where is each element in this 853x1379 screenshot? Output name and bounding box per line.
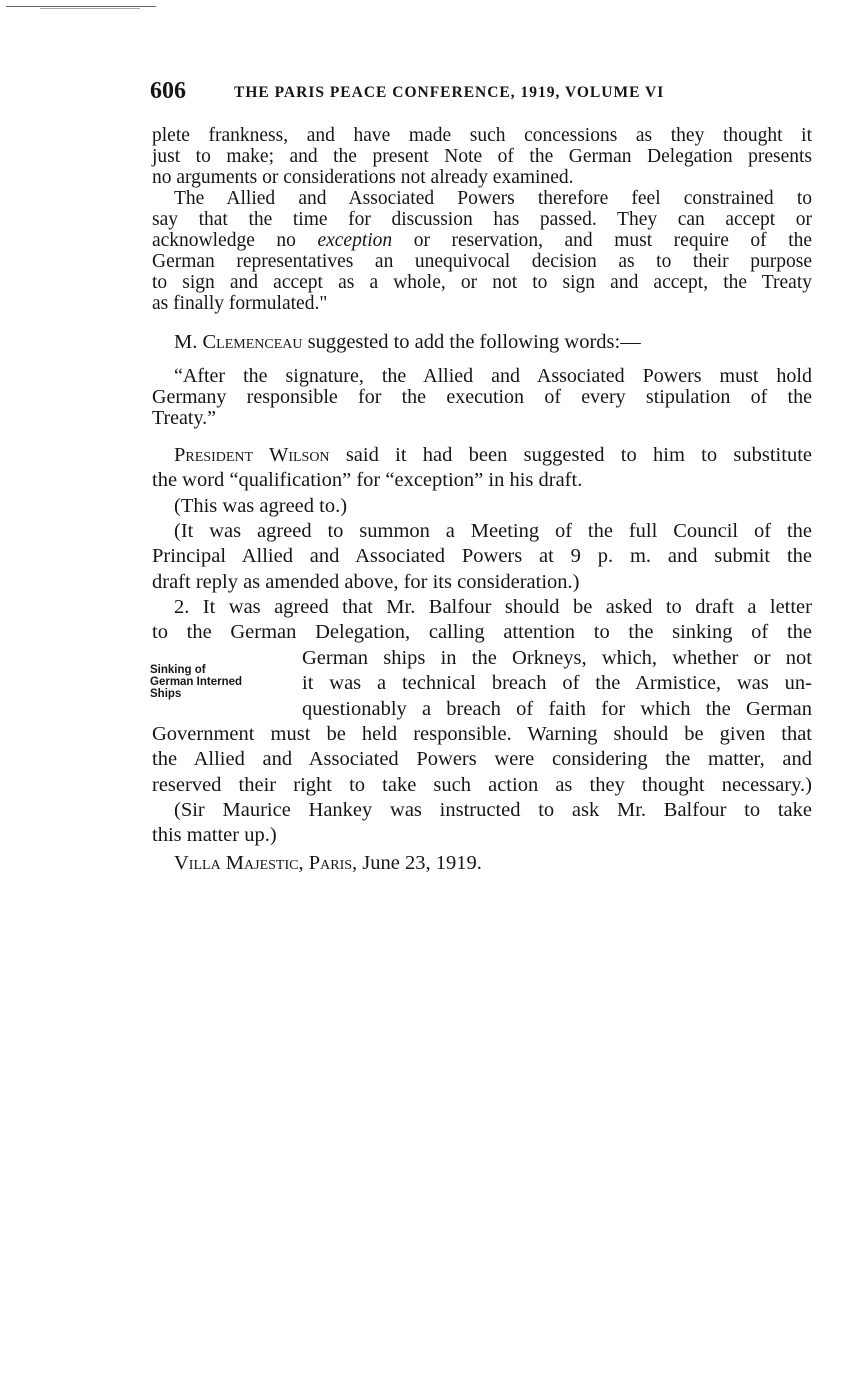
text-line <box>152 330 812 355</box>
text-line: this matter up.) <box>152 824 277 847</box>
paragraph-clemenceau <box>152 330 812 355</box>
dateline: Villa Majestic, Paris, June 23, 1919. <box>174 852 482 874</box>
text-line: the Allied and Associated Powers were considering the matter, and <box>152 748 812 771</box>
text-line: draft reply as amended above, for its consideration.) <box>152 570 580 593</box>
text-line: just to make; and the present Note of the German Delegation presents <box>152 146 812 167</box>
text-line: to the German Delegation, calling attention to the sinking of the <box>152 621 812 644</box>
text-line: plete frankness, and have made such concessions as they thought it <box>152 125 812 146</box>
paragraph-summon <box>152 519 812 595</box>
paragraph-item-2-cont <box>152 722 812 798</box>
text-fragment: acknowledge no <box>152 230 296 251</box>
text-line: as finally formulated." <box>152 293 328 314</box>
text-line: (It was agreed to summon a Meeting of the full Council of the <box>174 520 812 542</box>
text-line: Germany responsible for the execution of every stipulation of the <box>152 386 812 408</box>
city-name: Paris <box>308 852 353 874</box>
italic-word: exception <box>317 230 393 251</box>
text-line: German representatives an unequivocal decision as to their purpose <box>152 251 812 272</box>
paragraph-item-2 <box>152 595 812 646</box>
sidenote-line: German Interned <box>150 676 243 688</box>
top-rule-faint <box>40 8 140 9</box>
text-line <box>152 443 812 468</box>
top-rule <box>6 6 156 7</box>
running-title: THE PARIS PEACE CONFERENCE, 1919, VOLUME VI <box>234 84 665 101</box>
text-line: the word “qualification” for “exception” in his draft. <box>152 469 583 492</box>
text-line: “After the signature, the Allied and Associated Powers must hold <box>174 365 812 387</box>
wrapped-lines <box>302 646 812 722</box>
paragraph-frankness <box>152 125 812 188</box>
quote-block <box>152 366 812 429</box>
page-header <box>150 78 812 108</box>
place-name: Villa Majestic <box>174 852 299 874</box>
text-line: say that the time for discussion has passed. They can accept or <box>152 209 812 230</box>
text-fragment: suggested to add the following words:— <box>307 331 641 353</box>
text-line: German ships in the Orkneys, which, whether or not <box>302 647 812 669</box>
text-line: Government must be held responsible. Warning should be given that <box>152 723 812 745</box>
sidenote <box>150 664 290 700</box>
paragraph-allied-powers <box>152 188 812 314</box>
date: June 23, 1919. <box>362 852 482 874</box>
page-number: 606 <box>150 78 186 104</box>
sidenote-line: Ships <box>150 688 182 700</box>
text-line: no arguments or considerations not already examined. <box>152 167 574 188</box>
text-line: (This was agreed to.) <box>174 495 348 517</box>
text-line: to sign and accept as a whole, or not to sign and accept, the Treaty <box>152 272 812 293</box>
text-fragment: said it had been suggested to him to substitute <box>345 444 812 466</box>
speaker-name: M. Clemenceau <box>174 331 303 353</box>
text-line: it was a technical breach of the Armistice, was un- <box>302 672 812 695</box>
sidenote-line: Sinking of <box>150 664 206 676</box>
text-line: Principal Allied and Associated Powers at 9 p. m. and submit the <box>152 545 812 568</box>
text-line: (Sir Maurice Hankey was instructed to ask Mr. Balfour to take <box>174 799 812 821</box>
paragraph-hankey <box>152 798 812 849</box>
text-line: reserved their right to take such action as they thought necessary.) <box>152 773 812 796</box>
text-line: questionably a breach of faith for which the German <box>302 697 812 720</box>
paragraph-agreed <box>152 494 812 519</box>
text-fragment: or reservation, and must require of the <box>413 230 813 251</box>
text-line: 2. It was agreed that Mr. Balfour should be asked to draft a letter <box>174 596 812 618</box>
speaker-name: President Wilson <box>174 444 330 466</box>
paragraph-wilson <box>152 443 812 494</box>
text-line: The Allied and Associated Powers therefore feel constrained to <box>174 188 812 209</box>
text-line: Treaty.” <box>152 407 217 429</box>
text-line-exception <box>152 230 812 251</box>
